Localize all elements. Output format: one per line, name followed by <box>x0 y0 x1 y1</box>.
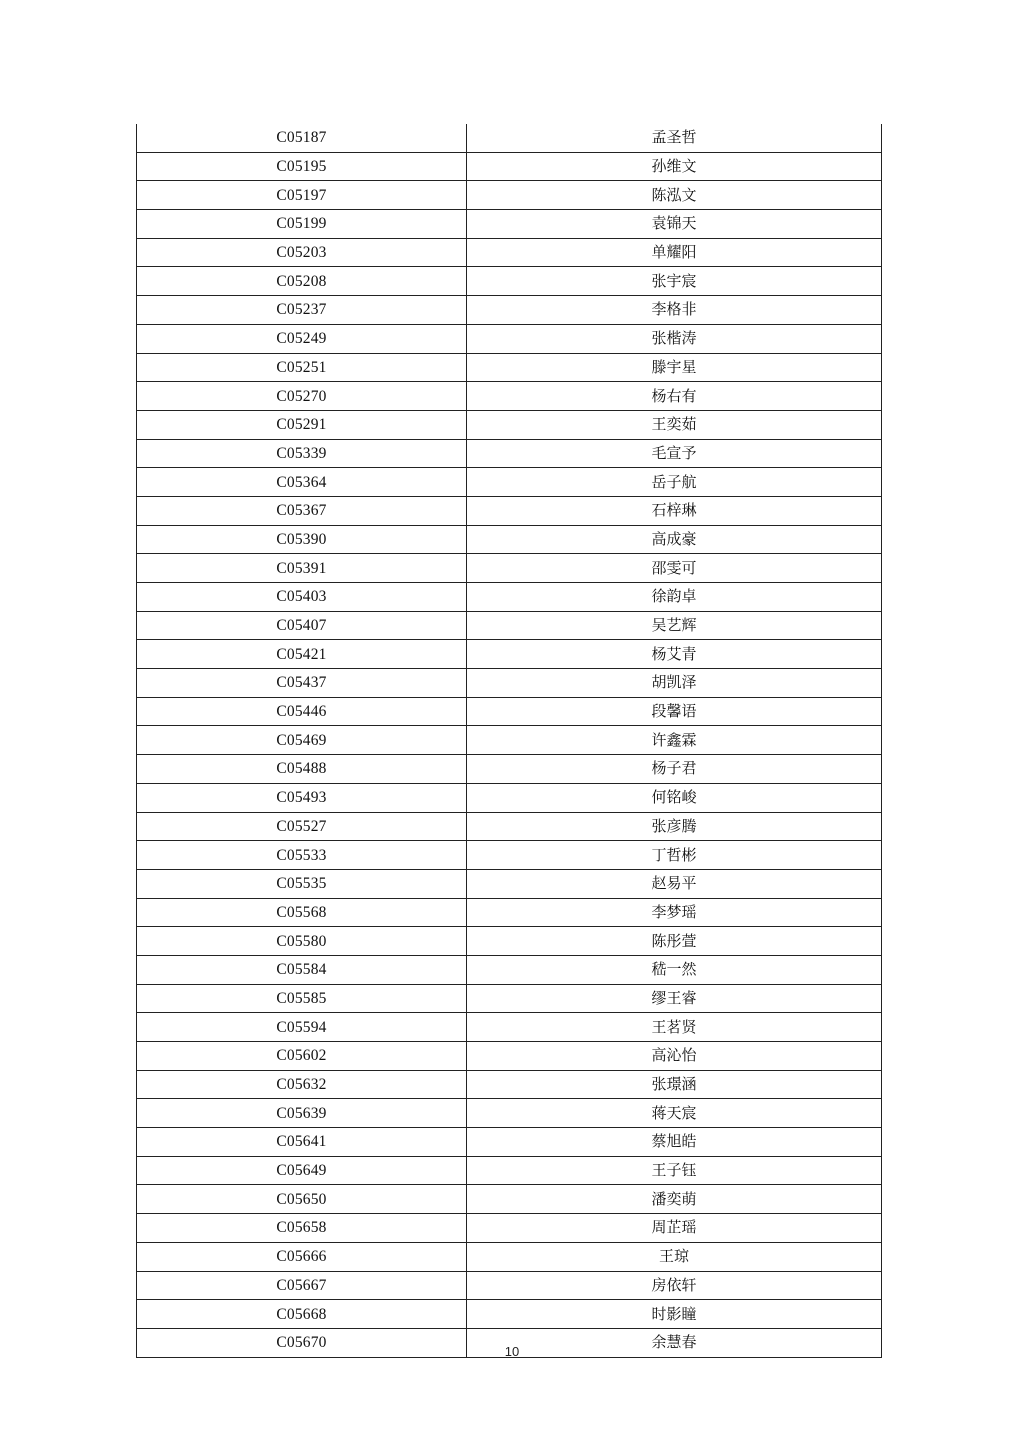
candidate-name-cell: 高沁怡 <box>467 1042 882 1071</box>
candidate-id-cell: C05602 <box>137 1042 467 1071</box>
candidate-name-cell: 胡凯泽 <box>467 669 882 698</box>
candidate-id-cell: C05187 <box>137 124 467 152</box>
candidate-name-cell: 蒋天宸 <box>467 1099 882 1128</box>
candidate-id-cell: C05594 <box>137 1013 467 1042</box>
candidate-id-cell: C05585 <box>137 984 467 1013</box>
candidate-id-cell: C05251 <box>137 353 467 382</box>
candidate-name-cell: 孟圣哲 <box>467 124 882 152</box>
candidate-name-cell: 张楷涛 <box>467 324 882 353</box>
table-row <box>137 1099 882 1128</box>
candidate-name-cell: 何铭峻 <box>467 783 882 812</box>
candidate-name-cell: 李梦瑶 <box>467 898 882 927</box>
candidate-name-cell: 陈彤萱 <box>467 927 882 956</box>
candidate-id-cell: C05339 <box>137 439 467 468</box>
candidate-id-cell: C05446 <box>137 697 467 726</box>
table-row <box>137 726 882 755</box>
table-row <box>137 1185 882 1214</box>
table-row <box>137 152 882 181</box>
candidate-id-cell: C05403 <box>137 583 467 612</box>
table-row <box>137 267 882 296</box>
candidate-name-cell: 段馨语 <box>467 697 882 726</box>
candidate-id-cell: C05237 <box>137 296 467 325</box>
candidate-id-cell: C05533 <box>137 841 467 870</box>
candidate-id-cell: C05580 <box>137 927 467 956</box>
table-row <box>137 927 882 956</box>
candidate-id-cell: C05407 <box>137 611 467 640</box>
table-row <box>137 439 882 468</box>
candidate-id-cell: C05203 <box>137 238 467 267</box>
table-row <box>137 869 882 898</box>
table-row <box>137 1271 882 1300</box>
candidate-name-cell: 许鑫霖 <box>467 726 882 755</box>
candidate-name-cell: 王琼 <box>467 1242 882 1271</box>
candidate-id-cell: C05197 <box>137 181 467 210</box>
table-row <box>137 697 882 726</box>
roster-table-container <box>136 124 881 1358</box>
candidate-name-cell: 王子钰 <box>467 1156 882 1185</box>
table-row <box>137 1156 882 1185</box>
table-row <box>137 1242 882 1271</box>
candidate-name-cell: 滕宇星 <box>467 353 882 382</box>
candidate-name-cell: 高成豪 <box>467 525 882 554</box>
candidate-name-cell: 李格非 <box>467 296 882 325</box>
candidate-name-cell: 毛宣予 <box>467 439 882 468</box>
table-row <box>137 468 882 497</box>
candidate-id-cell: C05668 <box>137 1300 467 1329</box>
candidate-name-cell: 缪王睿 <box>467 984 882 1013</box>
roster-table <box>136 124 882 1358</box>
table-row <box>137 382 882 411</box>
candidate-name-cell: 王茗贤 <box>467 1013 882 1042</box>
candidate-id-cell: C05364 <box>137 468 467 497</box>
candidate-name-cell: 时影瞳 <box>467 1300 882 1329</box>
candidate-id-cell: C05421 <box>137 640 467 669</box>
table-row <box>137 210 882 239</box>
table-row <box>137 611 882 640</box>
candidate-name-cell: 孙维文 <box>467 152 882 181</box>
candidate-name-cell: 杨艾青 <box>467 640 882 669</box>
candidate-id-cell: C05568 <box>137 898 467 927</box>
candidate-name-cell: 王奕茹 <box>467 410 882 439</box>
candidate-name-cell: 岳子航 <box>467 468 882 497</box>
candidate-name-cell: 丁哲彬 <box>467 841 882 870</box>
table-row <box>137 1070 882 1099</box>
candidate-id-cell: C05641 <box>137 1128 467 1157</box>
table-row <box>137 525 882 554</box>
table-row <box>137 1128 882 1157</box>
table-row <box>137 324 882 353</box>
candidate-name-cell: 嵇一然 <box>467 955 882 984</box>
candidate-id-cell: C05639 <box>137 1099 467 1128</box>
table-row <box>137 124 882 152</box>
candidate-id-cell: C05649 <box>137 1156 467 1185</box>
candidate-id-cell: C05667 <box>137 1271 467 1300</box>
candidate-id-cell: C05584 <box>137 955 467 984</box>
candidate-name-cell: 余慧春 <box>467 1328 882 1357</box>
candidate-id-cell: C05658 <box>137 1214 467 1243</box>
candidate-id-cell: C05391 <box>137 554 467 583</box>
table-row <box>137 1042 882 1071</box>
candidate-id-cell: C05270 <box>137 382 467 411</box>
candidate-id-cell: C05535 <box>137 869 467 898</box>
candidate-name-cell: 徐韵卓 <box>467 583 882 612</box>
table-row <box>137 955 882 984</box>
candidate-name-cell: 张宇宸 <box>467 267 882 296</box>
candidate-name-cell: 赵易平 <box>467 869 882 898</box>
table-row <box>137 1300 882 1329</box>
candidate-id-cell: C05208 <box>137 267 467 296</box>
candidate-id-cell: C05650 <box>137 1185 467 1214</box>
candidate-id-cell: C05390 <box>137 525 467 554</box>
candidate-name-cell: 杨子君 <box>467 755 882 784</box>
table-row <box>137 181 882 210</box>
candidate-name-cell: 单耀阳 <box>467 238 882 267</box>
candidate-name-cell: 陈泓文 <box>467 181 882 210</box>
table-row <box>137 783 882 812</box>
candidate-id-cell: C05527 <box>137 812 467 841</box>
candidate-id-cell: C05666 <box>137 1242 467 1271</box>
candidate-id-cell: C05249 <box>137 324 467 353</box>
table-row <box>137 238 882 267</box>
candidate-name-cell: 袁锦天 <box>467 210 882 239</box>
table-row <box>137 583 882 612</box>
candidate-name-cell: 潘奕萌 <box>467 1185 882 1214</box>
candidate-name-cell: 周芷瑶 <box>467 1214 882 1243</box>
candidate-name-cell: 石梓琳 <box>467 496 882 525</box>
table-row <box>137 984 882 1013</box>
candidate-name-cell: 吴艺辉 <box>467 611 882 640</box>
table-row <box>137 812 882 841</box>
candidate-id-cell: C05469 <box>137 726 467 755</box>
candidate-id-cell: C05199 <box>137 210 467 239</box>
candidate-name-cell: 邵雯可 <box>467 554 882 583</box>
candidate-id-cell: C05632 <box>137 1070 467 1099</box>
table-row <box>137 353 882 382</box>
table-row <box>137 296 882 325</box>
table-row <box>137 755 882 784</box>
candidate-id-cell: C05367 <box>137 496 467 525</box>
table-row <box>137 841 882 870</box>
table-row <box>137 669 882 698</box>
page-number: 10 <box>504 1344 520 1359</box>
candidate-name-cell: 蔡旭皓 <box>467 1128 882 1157</box>
roster-table-body <box>137 124 882 1357</box>
candidate-id-cell: C05493 <box>137 783 467 812</box>
candidate-id-cell: C05488 <box>137 755 467 784</box>
candidate-id-cell: C05670 <box>137 1328 467 1357</box>
table-row <box>137 1013 882 1042</box>
candidate-name-cell: 杨右有 <box>467 382 882 411</box>
table-row <box>137 640 882 669</box>
candidate-name-cell: 张彦腾 <box>467 812 882 841</box>
table-row <box>137 496 882 525</box>
table-row <box>137 1214 882 1243</box>
candidate-id-cell: C05437 <box>137 669 467 698</box>
candidate-id-cell: C05195 <box>137 152 467 181</box>
candidate-name-cell: 房依轩 <box>467 1271 882 1300</box>
candidate-name-cell: 张璟涵 <box>467 1070 882 1099</box>
table-row <box>137 554 882 583</box>
table-row <box>137 410 882 439</box>
candidate-id-cell: C05291 <box>137 410 467 439</box>
table-row <box>137 898 882 927</box>
